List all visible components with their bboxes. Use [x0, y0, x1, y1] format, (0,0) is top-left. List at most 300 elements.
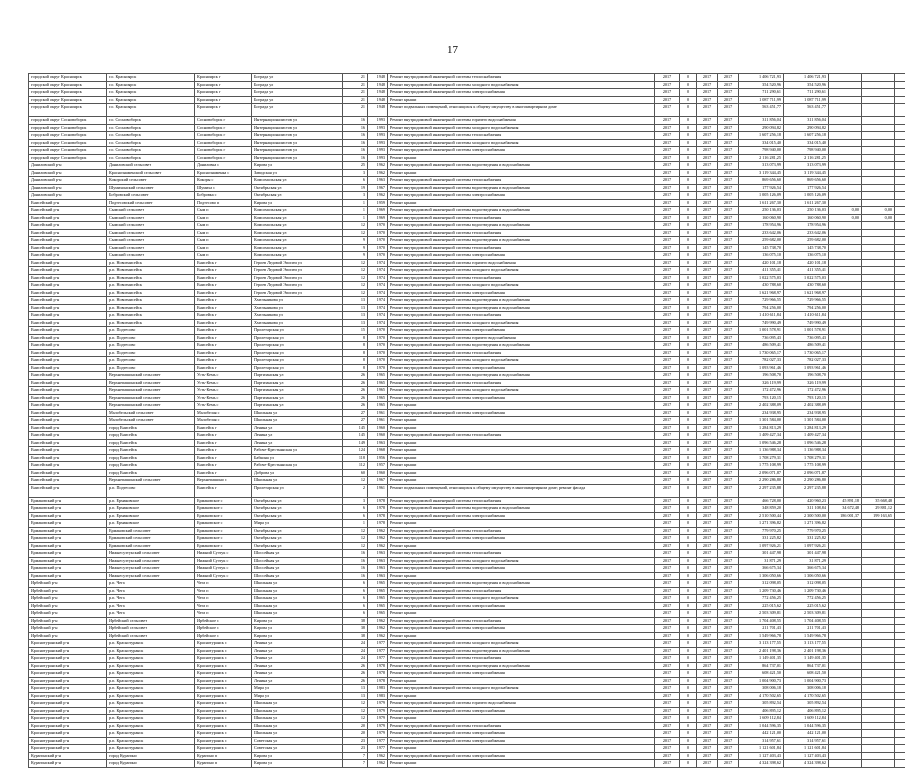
table-cell: Школьная ул	[252, 417, 343, 425]
table-cell: Героев Ледовой Эпопеи ул	[252, 259, 343, 267]
table-cell	[862, 707, 895, 715]
table-cell: 1 708 279,31	[739, 454, 784, 462]
table-cell	[862, 282, 895, 290]
table-cell	[862, 424, 895, 432]
table-cell: 0	[680, 319, 697, 327]
table-cell	[895, 692, 905, 700]
table-cell: 0	[680, 580, 697, 588]
table-cell: 0	[680, 96, 697, 104]
table-cell: 2017	[718, 104, 739, 117]
table-cell	[829, 715, 862, 723]
table-cell	[895, 542, 905, 550]
table-cell: Ирбейский р-н	[29, 595, 107, 603]
table-cell: 563 451,77	[739, 104, 784, 117]
table-row	[29, 96, 905, 104]
table-cell: 2017	[655, 372, 680, 380]
table-cell: 2017	[697, 497, 718, 505]
table-cell: 0	[680, 124, 697, 132]
table-cell: 2017	[718, 462, 739, 470]
table-cell: Ремонт крыши	[388, 542, 655, 550]
table-cell: 0	[680, 192, 697, 200]
table-cell: Ремонт внутридомовой инженерной системы теплоснабжения	[388, 655, 655, 663]
table-cell: 0	[680, 662, 697, 670]
table-cell: 160 060,90	[739, 214, 784, 222]
table-cell: 2017	[697, 89, 718, 97]
table-cell: Шоссейная ул	[252, 557, 343, 565]
table-cell: 772 456,25	[784, 595, 829, 603]
table-cell: Краснотуранский р-н	[29, 745, 107, 753]
table-cell: Енисейский р-н	[29, 402, 107, 410]
table-cell: Ермаковский р-н	[29, 557, 107, 565]
table-cell	[895, 617, 905, 625]
table-cell: Ремонт внутридомовой инженерной системы водоотведения и водоснабжения	[388, 647, 655, 655]
table-cell: 27	[343, 417, 368, 425]
table-cell: Ремонт внутридомовой инженерной системы водоотведения и водоснабжения	[388, 297, 655, 305]
table-cell: 2017	[718, 244, 739, 252]
table-cell: 2017	[697, 192, 718, 200]
table-cell: 0	[680, 387, 697, 395]
table-cell: р.п. Новоенисейск	[107, 297, 195, 305]
table-row	[29, 447, 905, 455]
table-cell: 21	[343, 96, 368, 104]
table-row	[29, 319, 905, 327]
table-cell: 3	[343, 192, 368, 200]
table-cell: 4 170 502,65	[739, 692, 784, 700]
table-cell: 0,00	[862, 207, 895, 215]
table-cell: Краснотуранский р-н	[29, 700, 107, 708]
table-cell: р.п. Краснотуранск	[107, 707, 195, 715]
table-cell	[829, 447, 862, 455]
table-cell: Пролетарская ул	[252, 349, 343, 357]
table-cell: Чега п	[195, 610, 252, 618]
table-row	[29, 685, 905, 693]
table-cell: 0	[680, 722, 697, 730]
table-cell: 225 015,62	[784, 602, 829, 610]
table-cell: Краснотуранск с	[195, 685, 252, 693]
table-row	[29, 349, 905, 357]
table-cell: 2017	[655, 610, 680, 618]
table-cell	[895, 117, 905, 125]
table-cell	[895, 730, 905, 738]
table-cell	[895, 752, 905, 760]
table-cell	[829, 469, 862, 477]
table-cell	[862, 662, 895, 670]
table-cell: Бограда ул	[252, 96, 343, 104]
table-cell: 366 675,34	[784, 565, 829, 573]
table-cell: Курагинский р-н	[29, 752, 107, 760]
table-row	[29, 237, 905, 245]
table-cell: 1979	[368, 722, 388, 730]
table-cell: 6	[343, 177, 368, 185]
table-cell	[862, 700, 895, 708]
table-cell: Ирбейский р-н	[29, 580, 107, 588]
table-cell	[829, 312, 862, 320]
table-cell: 0	[680, 184, 697, 192]
table-cell: 2017	[718, 587, 739, 595]
table-cell: 31 871,29	[784, 557, 829, 565]
table-cell: город Енисейск	[107, 424, 195, 432]
table-cell	[829, 274, 862, 282]
table-cell: Енисейский р-н	[29, 469, 107, 477]
table-row	[29, 304, 905, 312]
table-cell: 2017	[718, 199, 739, 207]
table-cell	[829, 162, 862, 170]
table-cell	[862, 229, 895, 237]
table-row	[29, 289, 905, 297]
table-cell	[895, 124, 905, 132]
table-cell: 2017	[655, 417, 680, 425]
table-row	[29, 737, 905, 745]
register-table	[28, 73, 905, 768]
table-cell: 16	[343, 117, 368, 125]
table-cell: 729 966,55	[784, 297, 829, 305]
table-cell: 1962	[368, 542, 388, 550]
table-cell: 2017	[718, 147, 739, 155]
table-cell	[829, 169, 862, 177]
table-cell: 2017	[718, 707, 739, 715]
table-cell: р.п. Новоенисейск	[107, 282, 195, 290]
table-cell	[829, 477, 862, 485]
table-cell: Сосновоборск г	[195, 124, 252, 132]
table-cell: 2017	[697, 147, 718, 155]
table-cell: 1962	[368, 632, 388, 640]
table-cell: 1 609 112,84	[784, 715, 829, 723]
table-cell: 2017	[655, 505, 680, 513]
table-cell	[829, 760, 862, 768]
table-cell: Ремонт крыши	[388, 417, 655, 425]
table-cell: Ермаковский р-н	[29, 542, 107, 550]
table-cell: 2017	[718, 304, 739, 312]
table-cell: 1 410 611,84	[784, 312, 829, 320]
table-cell: Ремонт внутридомовой инженерной системы горячего водоснабжения	[388, 117, 655, 125]
table-cell: 1993	[368, 154, 388, 162]
table-cell: 172 472,96	[784, 387, 829, 395]
table-cell: 0	[680, 104, 697, 117]
table-cell: 211 701,43	[739, 625, 784, 633]
table-cell	[895, 625, 905, 633]
table-cell: Партизанская ул	[252, 387, 343, 395]
table-cell: Комсомольская ул	[252, 207, 343, 215]
table-row	[29, 372, 905, 380]
table-cell: 869 656,60	[739, 177, 784, 185]
table-cell: Енисейский р-н	[29, 214, 107, 222]
table-cell: Ермаковский р-н	[29, 535, 107, 543]
table-cell	[829, 349, 862, 357]
table-cell: Енисейск г	[195, 349, 252, 357]
table-cell: 2017	[718, 81, 739, 89]
table-cell: 1965	[368, 372, 388, 380]
table-cell: 2017	[697, 334, 718, 342]
table-cell: 211 701,43	[784, 625, 829, 633]
table-cell: Енисейск г	[195, 432, 252, 440]
table-cell	[895, 572, 905, 580]
table-cell: р.п. Краснотуранск	[107, 715, 195, 723]
table-body	[29, 74, 905, 768]
table-cell: 1 209 730,46	[784, 587, 829, 595]
table-cell: 2017	[655, 692, 680, 700]
table-cell: 1970	[368, 334, 388, 342]
table-cell: 1962	[368, 752, 388, 760]
table-cell	[829, 439, 862, 447]
table-cell: 2017	[655, 662, 680, 670]
table-cell: 2017	[697, 214, 718, 222]
table-cell: 1965	[368, 602, 388, 610]
table-cell	[862, 447, 895, 455]
table-cell	[895, 154, 905, 162]
table-row	[29, 557, 905, 565]
table-cell: 2017	[655, 297, 680, 305]
table-cell: р.п. Подтесово	[107, 349, 195, 357]
table-cell: 2017	[697, 154, 718, 162]
table-cell: 2017	[655, 424, 680, 432]
table-cell: Енисейский р-н	[29, 199, 107, 207]
table-cell: Даниловский р-н	[29, 192, 107, 200]
table-cell	[862, 334, 895, 342]
table-cell	[862, 542, 895, 550]
table-cell: 2017	[655, 81, 680, 89]
table-cell: Хмельникова ул	[252, 319, 343, 327]
table-cell	[862, 565, 895, 573]
table-cell: 442 121,00	[739, 730, 784, 738]
table-cell: 0	[680, 154, 697, 162]
table-cell: 1 621 968,97	[739, 289, 784, 297]
table-cell: р.п. Краснотуранск	[107, 670, 195, 678]
table-cell: Нижний Суэтук с	[195, 572, 252, 580]
table-cell	[862, 184, 895, 192]
table-cell: 466 728,00	[739, 497, 784, 505]
table-cell: р.п. Чега	[107, 610, 195, 618]
table-cell: 0	[680, 737, 697, 745]
table-cell: Ремонт внутридомовой инженерной системы горячего водоснабжения	[388, 334, 655, 342]
table-cell: Партизанская ул	[252, 394, 343, 402]
table-cell: 13	[343, 297, 368, 305]
table-cell: 354 520,96	[739, 81, 784, 89]
table-cell	[895, 424, 905, 432]
table-row	[29, 477, 905, 485]
table-cell: 38	[343, 625, 368, 633]
table-cell: 2017	[697, 259, 718, 267]
table-cell: 1 775 108,99	[739, 462, 784, 470]
table-row	[29, 484, 905, 497]
table-cell	[895, 222, 905, 230]
table-cell: Ирбейский р-н	[29, 610, 107, 618]
table-cell: Ремонт крыши	[388, 572, 655, 580]
table-cell: 0	[680, 685, 697, 693]
table-cell: Интернационалистов ул	[252, 117, 343, 125]
table-cell	[829, 289, 862, 297]
table-cell: Краснотуранский р-н	[29, 692, 107, 700]
table-cell: 2017	[697, 542, 718, 550]
table-cell: 1 022 575,03	[784, 274, 829, 282]
table-cell: 24	[343, 655, 368, 663]
table-cell	[862, 267, 895, 275]
table-cell: 1970	[368, 342, 388, 350]
table-cell: Сым п	[195, 252, 252, 260]
table-cell: 354 520,96	[784, 81, 829, 89]
table-cell	[895, 259, 905, 267]
table-cell	[895, 505, 905, 513]
table-cell: 1 096 546,28	[739, 439, 784, 447]
table-cell: 3 113 177,55	[784, 640, 829, 648]
table-cell: 2017	[697, 139, 718, 147]
table-cell: 0	[680, 409, 697, 417]
table-cell: 1974	[368, 297, 388, 305]
table-cell: Енисейский р-н	[29, 372, 107, 380]
table-row	[29, 602, 905, 610]
table-row	[29, 89, 905, 97]
table-cell: Кирова ул	[252, 752, 343, 760]
table-cell: 1962	[368, 527, 388, 535]
table-cell: 1974	[368, 274, 388, 282]
table-cell: 2017	[697, 81, 718, 89]
table-cell: Енисейск г	[195, 447, 252, 455]
table-cell: 12	[343, 542, 368, 550]
table-cell	[862, 610, 895, 618]
table-cell: 2017	[718, 572, 739, 580]
table-cell: 12	[343, 535, 368, 543]
table-row	[29, 655, 905, 663]
table-cell: 2017	[697, 357, 718, 365]
table-cell: 2017	[655, 244, 680, 252]
table-cell: 12	[343, 700, 368, 708]
table-cell	[895, 357, 905, 365]
table-cell: 2017	[655, 259, 680, 267]
table-cell: Ремонт крыши	[388, 199, 655, 207]
table-cell: 486 509,41	[739, 342, 784, 350]
table-row	[29, 432, 905, 440]
table-cell: Ремонт внутридомовой инженерной системы теплоснабжения	[388, 214, 655, 222]
table-cell: 1 730 065,17	[784, 349, 829, 357]
table-cell: 13	[343, 304, 368, 312]
table-cell: 2017	[718, 297, 739, 305]
table-row	[29, 387, 905, 395]
table-cell: 1 301 584,00	[739, 417, 784, 425]
table-cell: Октябрьская ул	[252, 184, 343, 192]
table-cell: 26	[343, 379, 368, 387]
table-row	[29, 244, 905, 252]
table-cell: Курагинский р-н	[29, 760, 107, 768]
table-cell: Ермаковское с	[195, 542, 252, 550]
table-cell: 1970	[368, 237, 388, 245]
table-cell: 1 621 968,97	[784, 289, 829, 297]
table-cell: 0	[680, 677, 697, 685]
table-cell: 1 136 988,34	[739, 447, 784, 455]
table-cell: Даниловский р-н	[29, 169, 107, 177]
table-cell: 1967	[368, 184, 388, 192]
table-cell: 2017	[697, 439, 718, 447]
table-cell: 2017	[655, 670, 680, 678]
table-cell	[829, 237, 862, 245]
table-cell	[895, 715, 905, 723]
table-cell: Краснотуранск с	[195, 662, 252, 670]
table-cell	[829, 610, 862, 618]
table-cell	[895, 104, 905, 117]
table-cell: Краснотуранский р-н	[29, 640, 107, 648]
table-cell: 0,00	[829, 207, 862, 215]
table-cell: Краснотуранский р-н	[29, 722, 107, 730]
table-cell: 25	[343, 162, 368, 170]
table-cell: 2017	[655, 162, 680, 170]
table-cell	[895, 527, 905, 535]
table-cell: 2017	[655, 632, 680, 640]
table-cell: Енисейский р-н	[29, 387, 107, 395]
table-cell	[862, 96, 895, 104]
table-cell: 38	[343, 632, 368, 640]
table-cell: 1965	[368, 610, 388, 618]
table-cell	[829, 342, 862, 350]
table-cell: 779 970,25	[739, 527, 784, 535]
table-row	[29, 587, 905, 595]
table-cell: 2017	[697, 595, 718, 603]
table-cell: Ермаковское с	[195, 505, 252, 513]
table-cell: 9	[343, 237, 368, 245]
table-cell: 24	[343, 640, 368, 648]
table-cell: Сымский сельсовет	[107, 229, 195, 237]
table-cell: 1974	[368, 304, 388, 312]
table-cell	[895, 229, 905, 237]
table-cell: Ермаковский сельсовет	[107, 535, 195, 543]
table-cell: 16	[343, 154, 368, 162]
table-cell: 2017	[718, 730, 739, 738]
table-cell	[862, 342, 895, 350]
table-cell: 0	[680, 379, 697, 387]
table-cell: Малобельский сельсовет	[107, 409, 195, 417]
table-cell: Ленина ул	[252, 670, 343, 678]
table-cell: 8	[343, 349, 368, 357]
table-cell	[862, 74, 895, 82]
table-cell: 1 730 065,17	[739, 349, 784, 357]
table-cell: 772 456,25	[739, 595, 784, 603]
table-cell: 301 447,98	[739, 550, 784, 558]
table-cell: 442 121,00	[784, 730, 829, 738]
table-cell: 1974	[368, 282, 388, 290]
table-cell	[829, 647, 862, 655]
table-cell: 0	[680, 274, 697, 282]
table-cell: 2017	[697, 96, 718, 104]
table-cell: Пролетарская ул	[252, 342, 343, 350]
table-cell: р.п. Подтесово	[107, 334, 195, 342]
table-cell: Ремонт крыши	[388, 96, 655, 104]
table-cell: 1993	[368, 132, 388, 140]
table-cell: 2017	[697, 700, 718, 708]
table-row	[29, 169, 905, 177]
table-cell: 2017	[697, 572, 718, 580]
table-cell: 6	[343, 602, 368, 610]
table-cell: р.п. Ермаковское	[107, 505, 195, 513]
table-cell: городской округ Сосновоборск	[29, 117, 107, 125]
table-cell: 2017	[697, 117, 718, 125]
table-cell: 16	[343, 565, 368, 573]
table-cell: 0	[680, 312, 697, 320]
table-row	[29, 74, 905, 82]
table-cell: Кирова ул	[252, 760, 343, 768]
table-cell: 2 401 198,36	[739, 647, 784, 655]
table-cell: Ремонт внутридомовой инженерной системы водоотведения и водоснабжения	[388, 304, 655, 312]
table-cell: Енисейский р-н	[29, 432, 107, 440]
table-cell: 250 136,03	[739, 207, 784, 215]
table-cell: 430 788,60	[739, 282, 784, 290]
table-cell: Ремонт внутридомовой инженерной системы теплоснабжения	[388, 617, 655, 625]
table-cell: 1962	[368, 169, 388, 177]
table-cell	[862, 154, 895, 162]
table-cell	[829, 139, 862, 147]
table-row	[29, 267, 905, 275]
table-cell	[862, 177, 895, 185]
table-cell	[829, 229, 862, 237]
table-cell: Октябрьская ул	[252, 512, 343, 520]
table-cell: 2017	[697, 319, 718, 327]
table-cell: 1977	[368, 737, 388, 745]
